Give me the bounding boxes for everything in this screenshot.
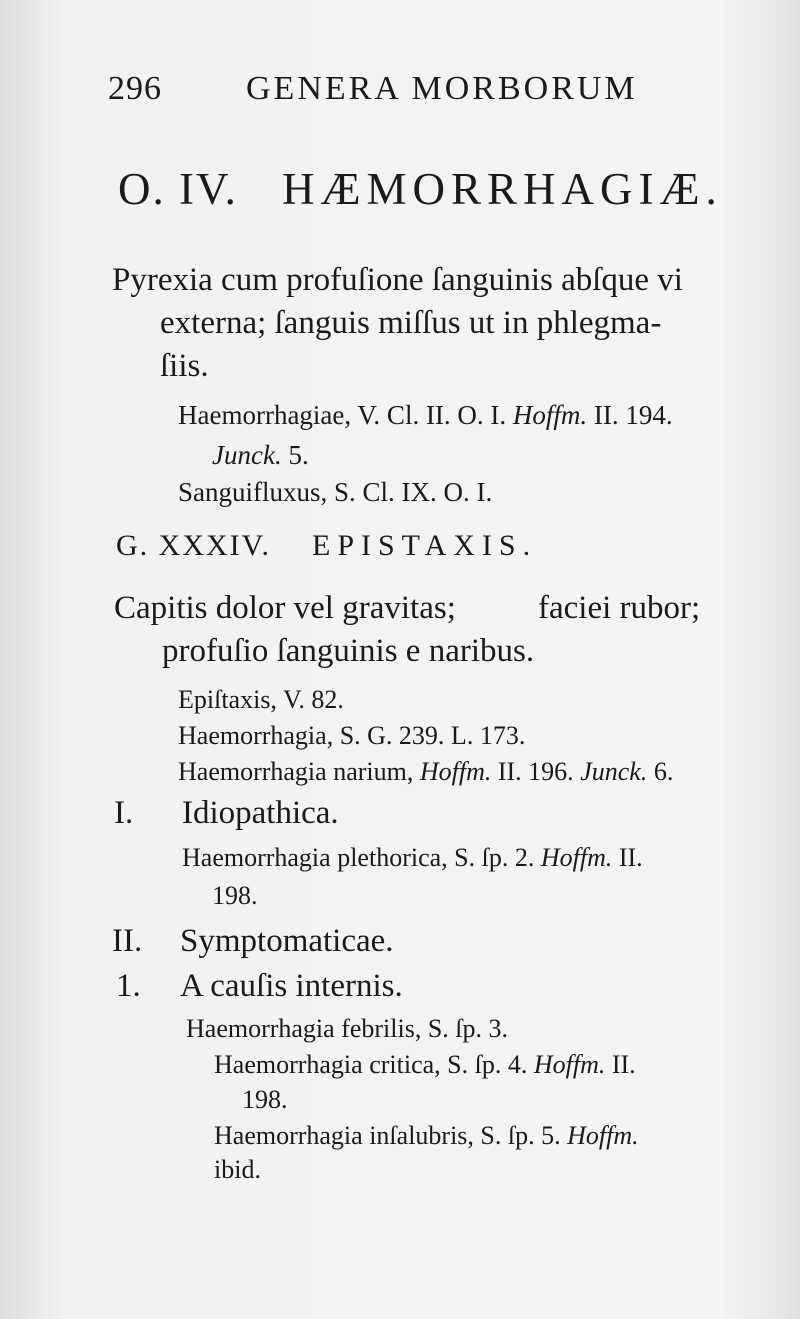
synonym-ref: II. 194. bbox=[593, 400, 673, 430]
synonym-line bbox=[212, 440, 309, 471]
order-definition-line: Pyrexia cum profuſione ſanguinis abſque vi bbox=[112, 262, 683, 298]
synonym-text: Haemorrhagia critica, S. ſp. 4. bbox=[214, 1050, 528, 1079]
synonym-author: Junck. bbox=[580, 757, 648, 786]
synonym-line: Sanguifluxus, S. Cl. IX. O. I. bbox=[178, 477, 493, 507]
genus-definition-line: faciei rubor; bbox=[538, 590, 701, 626]
genus-name: EPISTAXIS. bbox=[312, 529, 538, 562]
species-name: Symptomaticae. bbox=[180, 923, 394, 959]
synonym-line: Haemorrhagia febrilis, S. ſp. 3. bbox=[186, 1014, 509, 1043]
genus-definition-line: profuſio ſanguinis e naribus. bbox=[162, 633, 535, 669]
synonym-line: Epiſtaxis, V. 82. bbox=[178, 685, 344, 714]
synonym-line: ibid. bbox=[214, 1155, 261, 1184]
order-number: O. IV. bbox=[118, 164, 238, 214]
genus-definition-line: Capitis dolor vel gravitas; bbox=[114, 590, 456, 626]
synonym-author: Hoffm. bbox=[419, 757, 492, 786]
order-definition-line: externa; ſanguis miſſus ut in phlegma- bbox=[160, 305, 662, 341]
synonym-author: Junck. bbox=[212, 440, 282, 470]
synonym-author: Hoffm. bbox=[512, 400, 588, 430]
synonym-line: 198. bbox=[242, 1085, 288, 1114]
order-name: HÆMORRHAGIÆ. bbox=[282, 164, 723, 214]
page-number: 296 bbox=[108, 70, 162, 107]
synonym-ref: II. 196. bbox=[497, 757, 574, 786]
genus-number: G. XXXIV. bbox=[116, 529, 271, 562]
synonym-line: 198. bbox=[212, 881, 258, 910]
synonym-line: Haemorrhagia, S. G. 239. L. 173. bbox=[178, 721, 526, 750]
synonym-ref: II. bbox=[611, 1050, 636, 1079]
subdivision-name: A cauſis internis. bbox=[180, 968, 403, 1004]
synonym-ref: 5. bbox=[288, 440, 309, 470]
synonym-line bbox=[214, 1050, 636, 1080]
synonym-text: Haemorrhagia plethorica, S. ſp. 2. bbox=[182, 843, 535, 872]
synonym-line bbox=[214, 1121, 639, 1151]
running-title: GENERA MORBORUM bbox=[246, 70, 638, 107]
species-number: I. bbox=[114, 795, 134, 831]
synonym-author: Hoffm. bbox=[540, 843, 613, 872]
synonym-author: Hoffm. bbox=[567, 1121, 639, 1150]
species-number: II. bbox=[112, 923, 143, 959]
synonym-line bbox=[182, 843, 643, 873]
synonym-text: Haemorrhagiae, V. Cl. II. O. I. bbox=[178, 400, 507, 430]
synonym-line bbox=[178, 757, 673, 787]
synonym-ref: 6. bbox=[653, 757, 674, 786]
order-definition-line: ſiis. bbox=[160, 348, 209, 384]
subdivision-number: 1. bbox=[116, 968, 141, 1004]
synonym-text: Haemorrhagia inſalubris, S. ſp. 5. bbox=[214, 1121, 561, 1150]
synonym-ref: II. bbox=[618, 843, 643, 872]
species-name: Idiopathica. bbox=[182, 795, 339, 831]
synonym-text: Haemorrhagia narium, bbox=[178, 757, 414, 786]
synonym-author: Hoffm. bbox=[533, 1050, 606, 1079]
synonym-line bbox=[178, 400, 673, 431]
